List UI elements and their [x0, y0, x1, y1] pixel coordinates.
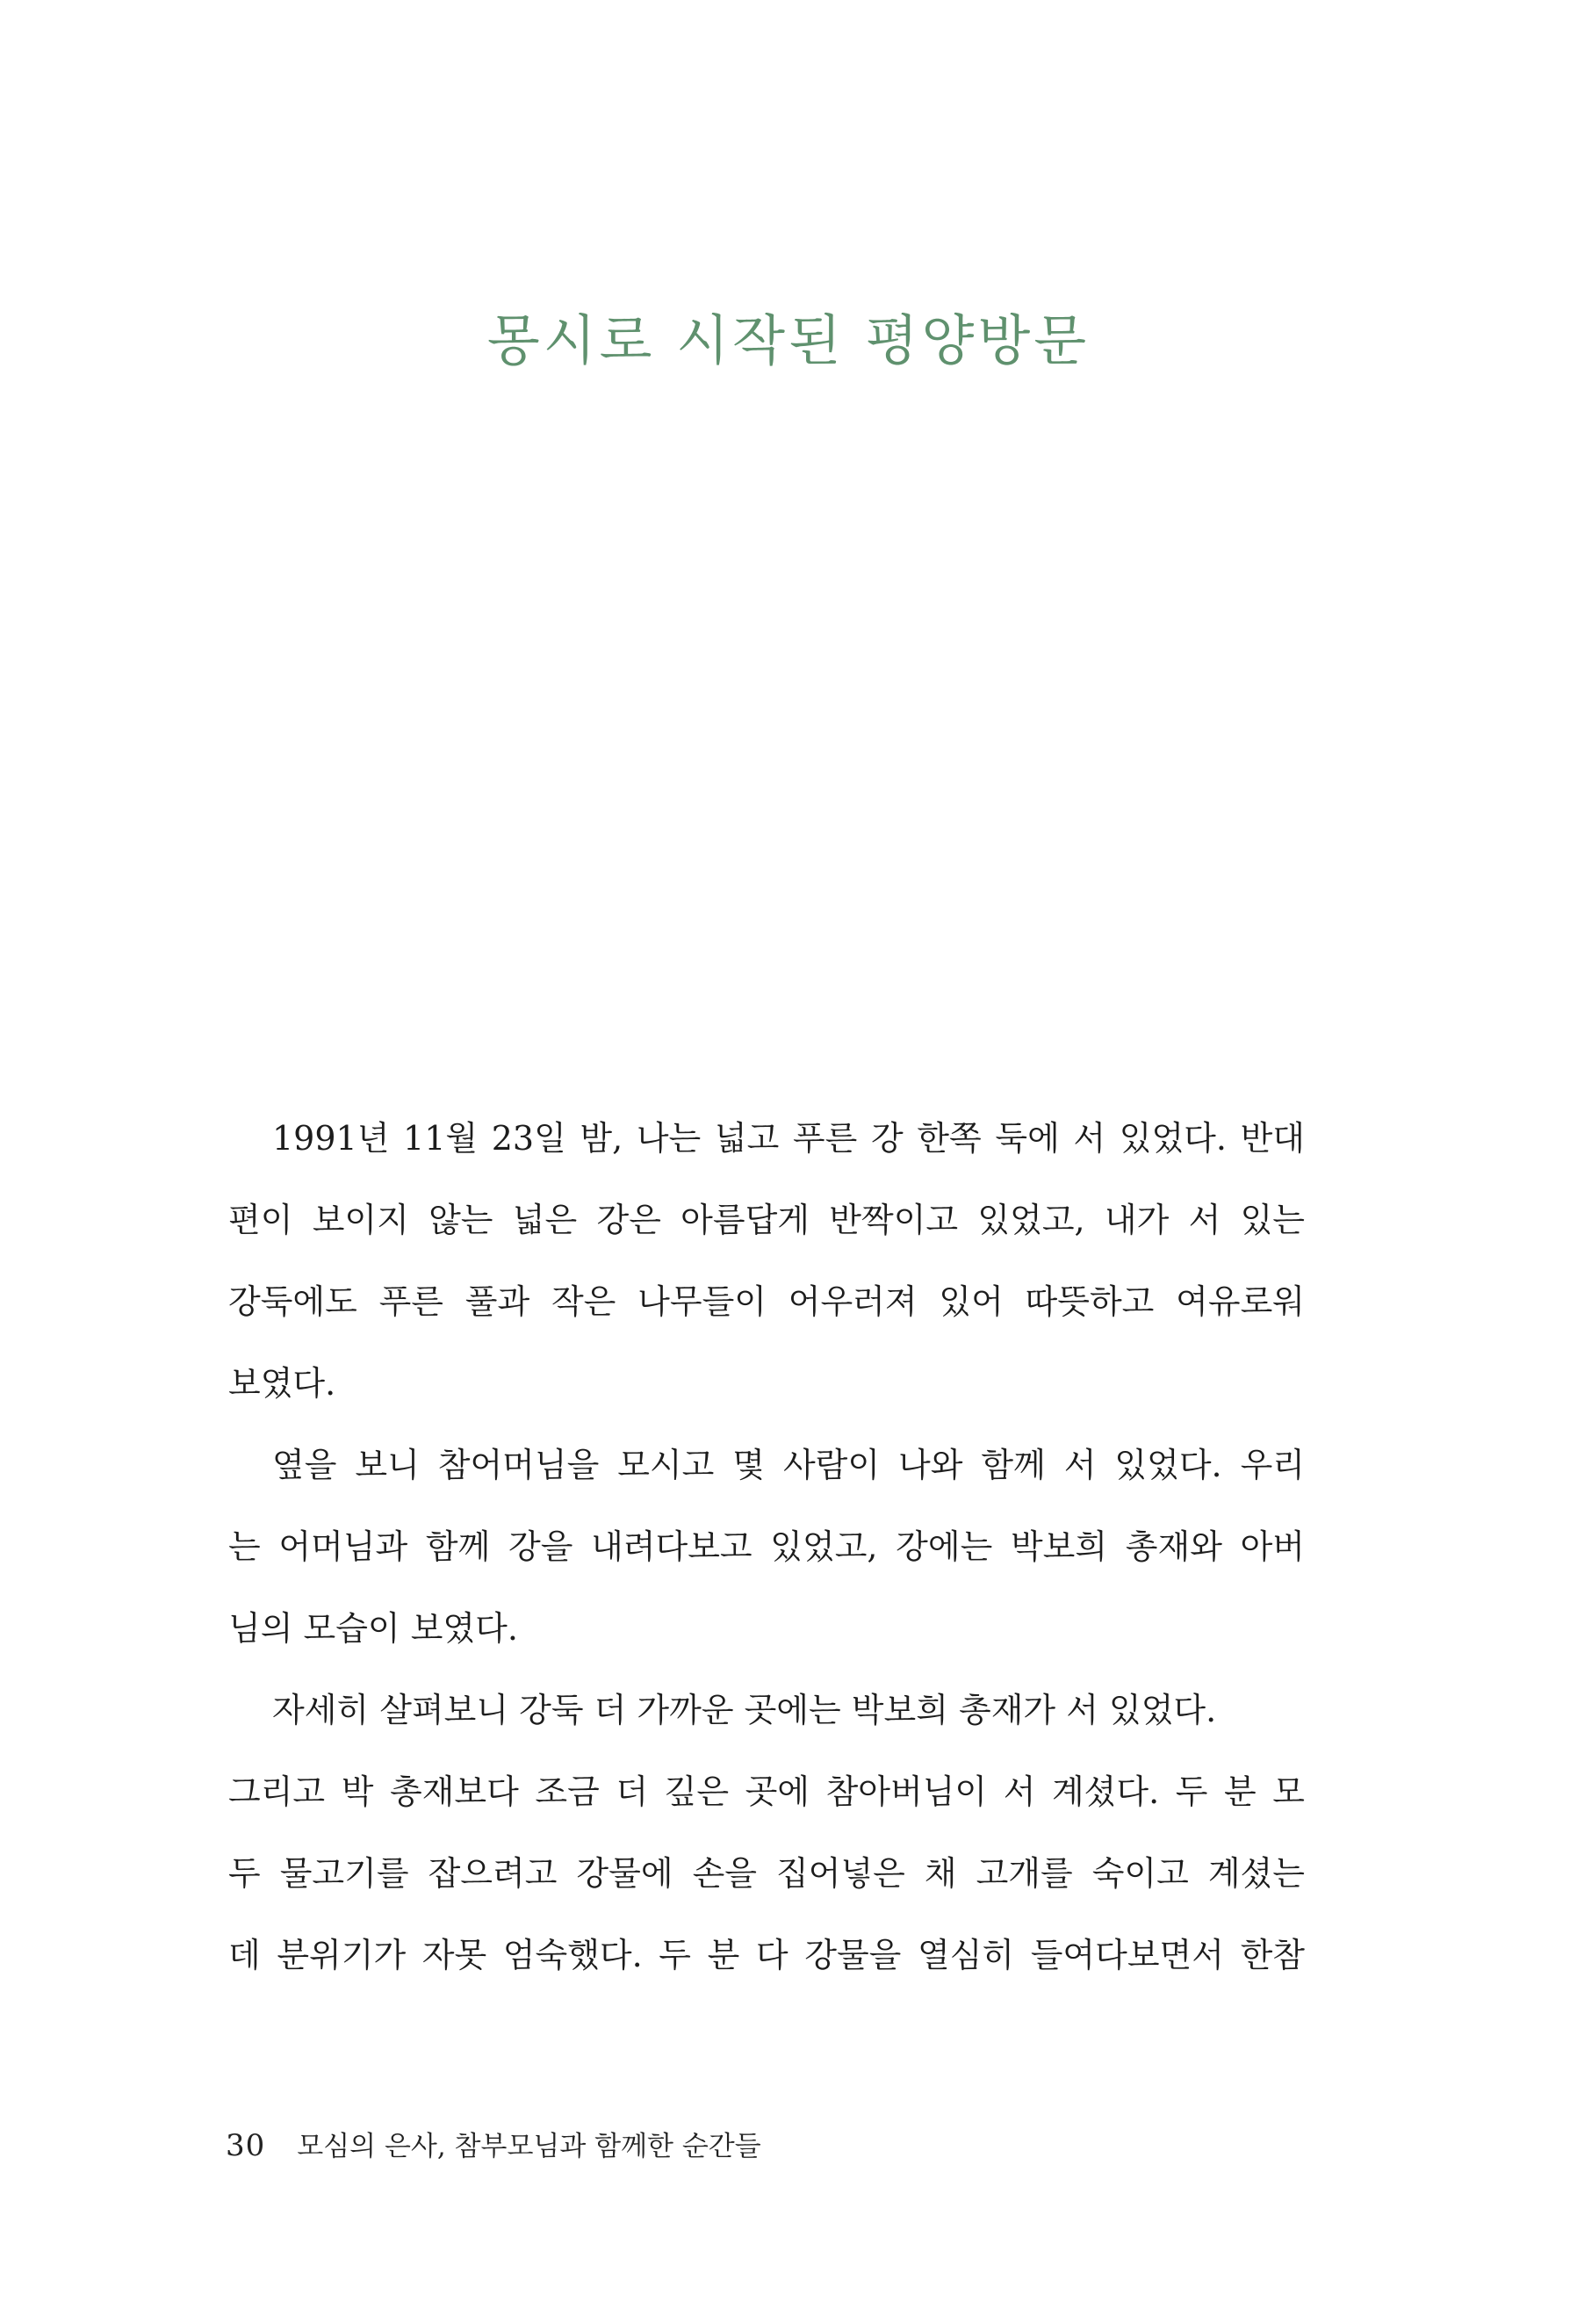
body-line-6: 는 어머님과 함께 강을 내려다보고 있었고, 강에는 박보희 총재와 아버: [228, 1527, 1305, 1566]
body-line-9: 그리고 박 총재보다 조금 더 깊은 곳에 참아버님이 서 계셨다. 두 분 모: [228, 1772, 1305, 1811]
body-line-11: 데 분위기가 자못 엄숙했다. 두 분 다 강물을 열심히 들여다보면서 한참: [228, 1936, 1305, 1974]
body-line-4: 보였다.: [228, 1364, 336, 1403]
body-line-3: 강둑에도 푸른 풀과 작은 나무들이 어우러져 있어 따뜻하고 여유로워: [228, 1282, 1305, 1321]
body-line-1: 1991년 11월 23일 밤, 나는 넓고 푸른 강 한쪽 둑에 서 있었다. 반대: [272, 1119, 1305, 1158]
body-line-7: 님의 모습이 보였다.: [228, 1609, 518, 1648]
page-number: 30: [226, 2128, 266, 2163]
body-line-8: 자세히 살펴보니 강둑 더 가까운 곳에는 박보희 총재가 서 있었다.: [272, 1691, 1217, 1729]
running-title: 모심의 은사, 참부모님과 함께한 순간들: [297, 2131, 761, 2162]
page-footer: [226, 2124, 761, 2163]
body-text: [228, 1098, 1305, 1996]
body-line-2: 편이 보이지 않는 넓은 강은 아름답게 반짝이고 있었고, 내가 서 있는: [228, 1201, 1305, 1239]
chapter-title: 몽시로 시작된 평양방문: [486, 308, 1091, 372]
body-line-10: 두 물고기를 잡으려고 강물에 손을 집어넣은 채 고개를 숙이고 계셨는: [228, 1854, 1305, 1893]
body-line-5: 옆을 보니 참어머님을 모시고 몇 사람이 나와 함께 서 있었다. 우리: [272, 1446, 1305, 1484]
